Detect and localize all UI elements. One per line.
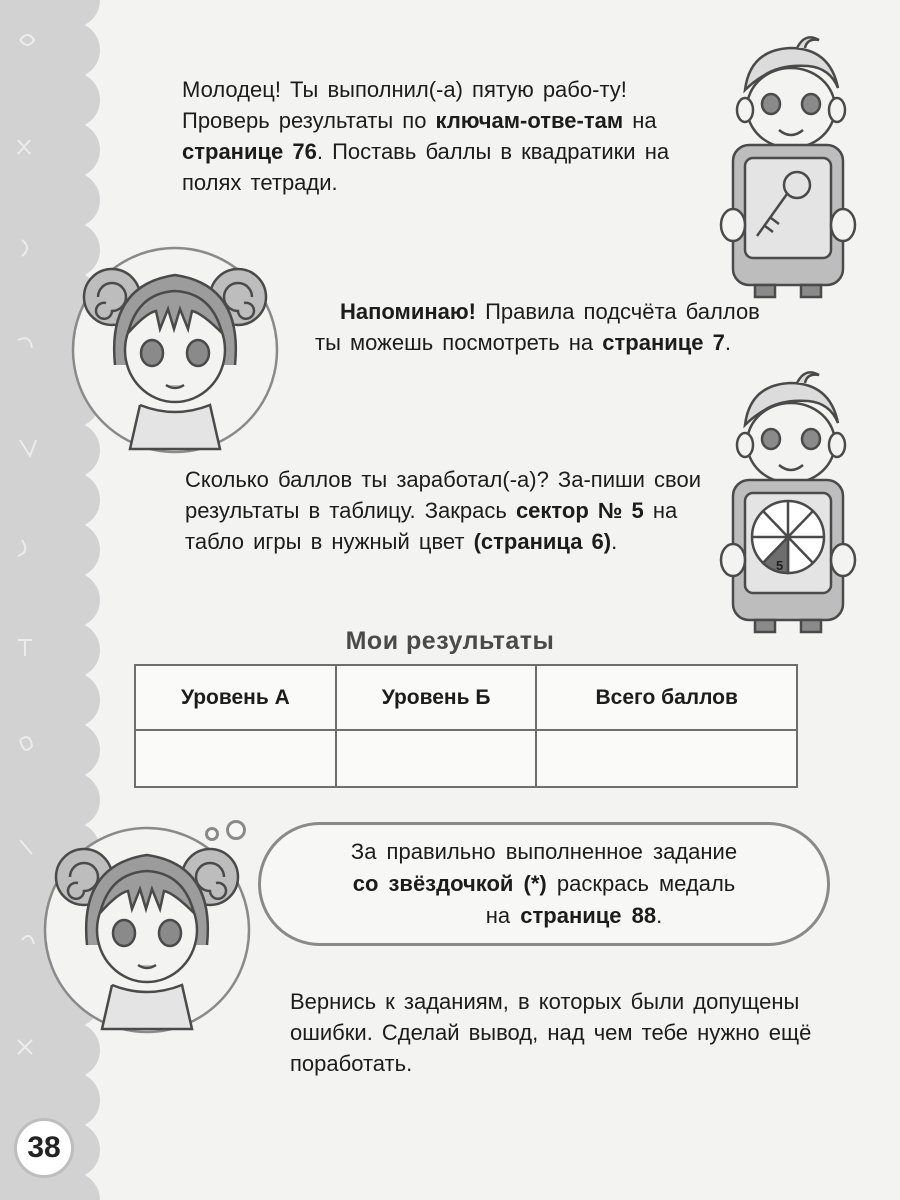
level-b-header: Уровень Б — [336, 665, 537, 730]
answer-keys-link-text: ключам-отве-там — [435, 108, 624, 133]
intro-paragraph: Молодец! Ты выполнил(-а) пятую рабо-ту! Проверь результаты по ключам-отве-там на странице 76. Поставь баллы в квадратики на полях тетради. — [182, 77, 670, 195]
score-prompt-paragraph: Сколько баллов ты заработал(-а)? За-пиши свои результаты в таблицу. Закрась сектор № 5 на табло игры в нужный цвет (страница 6). — [185, 467, 701, 554]
level-a-header: Уровень А — [135, 665, 336, 730]
reminder-label: Напоминаю! — [340, 299, 476, 324]
thought-bubble-dot-large — [226, 820, 246, 840]
thought-bubble-dot-small — [205, 827, 219, 841]
results-title: Мои результаты — [345, 627, 555, 655]
answer-keys-page-ref: странице 76 — [182, 139, 317, 164]
bubble-line-1: За правильно выполненное задание — [350, 839, 738, 864]
boy-with-score-tablet-illustration — [705, 365, 865, 635]
star-task-label: со звёздочкой (*) — [352, 871, 547, 896]
level-a-entry-cell[interactable] — [135, 730, 336, 787]
sector-ref: сектор № 5 — [515, 498, 644, 523]
closing-paragraph: Вернись к заданиям, в которых были допущены ошибки. Сделай вывод, над чем тебе нужно ещё поработать. — [290, 989, 812, 1076]
page-number: 38 — [14, 1118, 74, 1178]
girl-thinking-illustration — [42, 825, 252, 1035]
results-entry-row — [135, 730, 797, 787]
boy-with-key-tablet-illustration — [705, 30, 865, 300]
results-header-row — [135, 665, 797, 730]
medal-thought-bubble — [258, 822, 830, 946]
bubble-line-3: на странице 88. — [485, 903, 663, 928]
total-score-header: Всего баллов — [536, 665, 797, 730]
results-table — [134, 664, 798, 788]
girl-portrait-illustration — [70, 245, 280, 455]
level-b-entry-cell[interactable] — [336, 730, 537, 787]
bubble-line-2: со звёздочкой (*) раскрась медаль — [352, 871, 736, 896]
rules-page-ref: странице 7 — [602, 330, 725, 355]
tablet-sector-number: 5 — [776, 558, 784, 573]
medal-page-ref: странице 88 — [520, 903, 657, 928]
reminder-paragraph: Напоминаю! Правила подсчёта баллов ты можешь посмотреть на странице 7. — [315, 299, 760, 355]
game-board-page-ref: (страница 6) — [473, 529, 612, 554]
total-score-entry-cell[interactable] — [536, 730, 797, 787]
